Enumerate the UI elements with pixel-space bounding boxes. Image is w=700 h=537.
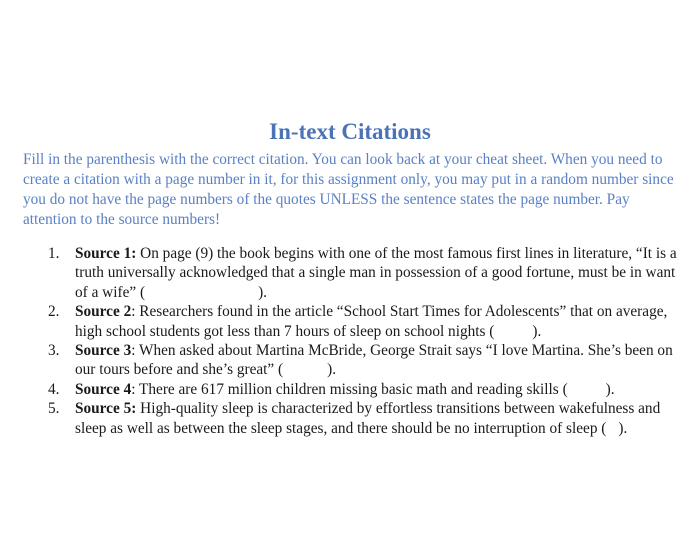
item-number: 5. — [48, 400, 60, 418]
item-close: ). — [327, 361, 337, 379]
item-text: High-quality sleep is characterized by effortless transitions between wakefulness and sleep as well as between the sleep stages, and there should be no interruption of sleep ( — [75, 400, 661, 437]
item-text: On page (9) the book begins with one of the most famous first lines in literature, “It is a truth universally acknowledged that a single man in possession of a good fortune, must be in want of a wife” ( — [75, 245, 677, 301]
item-close: ). — [532, 322, 542, 340]
item-close: ). — [605, 380, 615, 398]
source-label: Source 3 — [75, 342, 132, 360]
citation-list — [22, 244, 682, 438]
instructions-paragraph: Fill in the parenthesis with the correct citation. You can look back at your cheat sheet. When you need to create a citation with a page number in it, for this assignment only, you may put in a random number since you do not have the page numbers of the quotes UNLESS the sentence states the page number. Pay attention to the source numbers! — [23, 151, 674, 228]
item-number: 3. — [48, 342, 60, 360]
source-label: Source 2 — [75, 303, 132, 321]
item-number: 4. — [48, 380, 60, 398]
item-close: ). — [258, 283, 267, 301]
list-item-source-1 — [22, 244, 682, 302]
source-label: Source 5: — [75, 400, 137, 418]
source-label: Source 4 — [75, 380, 132, 398]
list-item-source-4 — [22, 380, 682, 399]
list-item-source-2 — [22, 302, 682, 341]
item-close: ). — [618, 419, 628, 437]
list-item-source-5 — [22, 399, 682, 438]
item-number: 2. — [48, 303, 60, 321]
item-number: 1. — [48, 245, 60, 262]
item-text: : When asked about Martina McBride, George Strait says “I love Martina. She’s been on our tours before and she’s great” ( — [75, 342, 673, 379]
list-item-source-3 — [22, 341, 682, 380]
item-text: : There are 617 million children missing basic math and reading skills ( — [131, 380, 568, 398]
page-title: In-text Citations — [269, 119, 431, 144]
item-text: : Researchers found in the article “School Start Times for Adolescents” that on average, high school students got less than 7 hours of sleep on school nights ( — [75, 303, 668, 340]
source-label: Source 1: — [75, 245, 137, 262]
